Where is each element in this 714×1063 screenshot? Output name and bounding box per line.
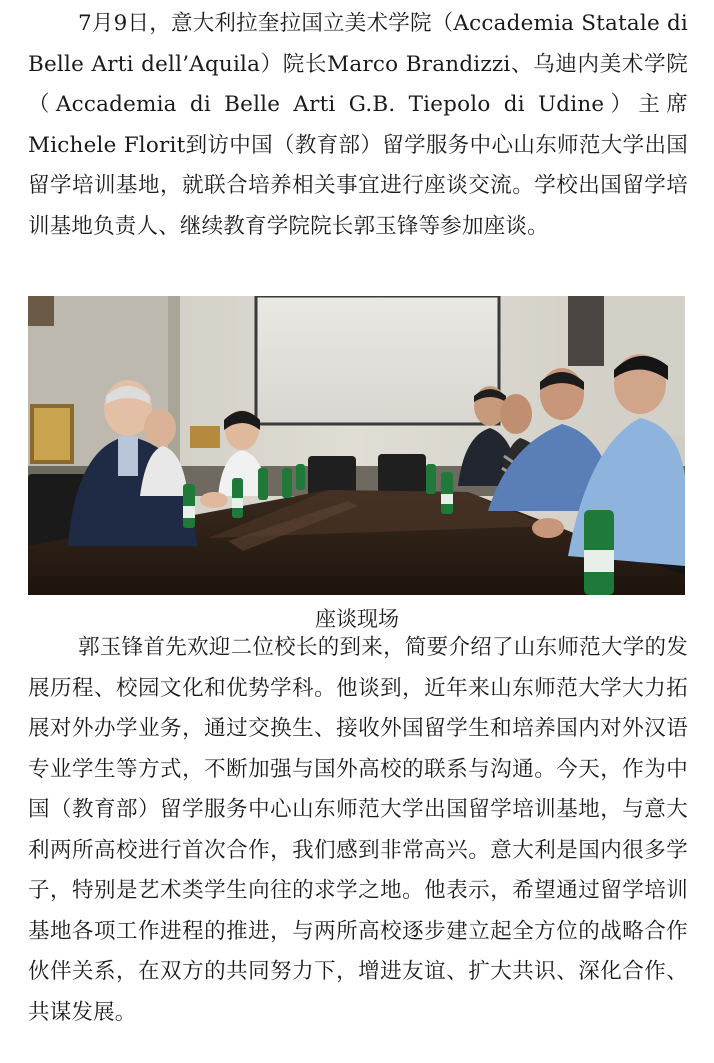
photo-caption: 座谈现场 <box>315 607 399 631</box>
meeting-room-illustration <box>28 296 685 595</box>
article-paragraph-body <box>28 628 688 1033</box>
meeting-photo <box>28 296 685 595</box>
paragraph-text: 7月9日，意大利拉奎拉国立美术学院（Accademia Statale di Belle Arti dell’Aquila）院长Marco Brandizzi、乌迪内美术学院（Accademia di Belle Arti G.B. Tiepolo di Udine）主席Michele Florit到访中国（教育部）留学服务中心山东师范大学出国留学培训基地，就联合培养相关事宜进行座谈交流。学校出国留学培训基地负责人、继续教育学院院长郭玉锋等参加座谈。 <box>28 11 688 239</box>
paragraph-text: 郭玉锋首先欢迎二位校长的到来，简要介绍了山东师范大学的发展历程、校园文化和优势学科。他谈到，近年来山东师范大学大力拓展对外办学业务，通过交换生、接收外国留学生和培养国内对外汉语专业学生等方式，不断加强与国外高校的联系与沟通。今天，作为中国（教育部）留学服务中心山东师范大学出国留学培训基地，与意大利两所高校进行首次合作，我们感到非常高兴。意大利是国内很多学子，特别是艺术类学生向往的求学之地。他表示，希望通过留学培训基地各项工作进程的推进，与两所高校逐步建立起全方位的战略合作伙伴关系，在双方的共同努力下，增进友谊、扩大共识、深化合作、共谋发展。 <box>28 635 688 1025</box>
article-paragraph-intro <box>28 4 688 247</box>
